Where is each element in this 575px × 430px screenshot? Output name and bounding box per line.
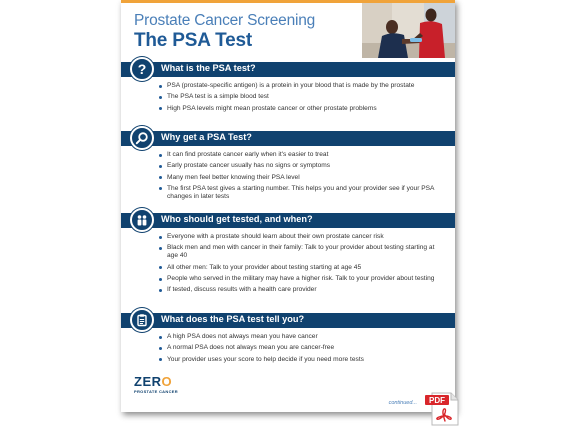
- section-title: Who should get tested, and when?: [161, 214, 313, 224]
- list-item: The PSA test is a simple blood test: [159, 93, 444, 101]
- list-item: High PSA levels might mean prostate cancer or other prostate problems: [159, 105, 444, 113]
- people-icon: [130, 208, 154, 232]
- list-item: Early prostate cancer usually has no signs or symptoms: [159, 162, 444, 170]
- continued-note: continued...: [388, 400, 417, 406]
- list-item: Black men and men with cancer in their family: Talk to your provider about testing starting at age 40: [159, 244, 444, 260]
- section-header-what-is-psa: [121, 62, 455, 77]
- list-item: If tested, discuss results with a health care provider: [159, 286, 444, 294]
- pdf-icon[interactable]: [424, 391, 462, 427]
- photo-illustration: [362, 3, 455, 58]
- list-item: People who served in the military may have a higher risk. Talk to your provider about testing: [159, 275, 444, 283]
- list-item: Everyone with a prostate should learn about their own prostate cancer risk: [159, 233, 444, 241]
- list-item: The first PSA test gives a starting number. This helps you and your provider see if your PSA changes in later tests: [159, 185, 444, 201]
- bullet-list-why-get-psa: [159, 151, 444, 204]
- section-header-why-get-psa: [121, 131, 455, 146]
- zero-logo: [134, 375, 178, 394]
- logo-subtitle: PROSTATE CANCER: [134, 389, 178, 394]
- list-item: Many men feel better knowing their PSA level: [159, 174, 444, 182]
- section-title: What is the PSA test?: [161, 63, 256, 73]
- list-item: A normal PSA does not always mean you are cancer-free: [159, 344, 444, 352]
- logo-wordmark: ZERO: [134, 374, 173, 389]
- list-item: PSA (prostate-specific antigen) is a protein in your blood that is made by the prostate: [159, 82, 444, 90]
- list-item: Your provider uses your score to help decide if you need more tests: [159, 356, 444, 364]
- section-header-who-should-test: [121, 213, 455, 228]
- question-icon: ?: [130, 57, 154, 81]
- section-header-what-psa-tells: [121, 313, 455, 328]
- document-page: [121, 0, 455, 412]
- pdf-label: PDF: [429, 396, 445, 405]
- section-title: Why get a PSA Test?: [161, 132, 252, 142]
- list-item: It can find prostate cancer early when it's easier to treat: [159, 151, 444, 159]
- magnifier-icon: [130, 126, 154, 150]
- document-title-line1: Prostate Cancer Screening: [134, 12, 316, 29]
- header-photo: [362, 3, 455, 58]
- bullet-list-what-psa-tells: [159, 333, 444, 367]
- clipboard-icon: [130, 308, 154, 332]
- list-item: All other men: Talk to your provider about testing starting at age 45: [159, 264, 444, 272]
- section-title: What does the PSA test tell you?: [161, 314, 305, 324]
- document-title-line2: The PSA Test: [134, 30, 252, 51]
- list-item: A high PSA does not always mean you have cancer: [159, 333, 444, 341]
- bullet-list-who-should-test: [159, 233, 444, 298]
- bullet-list-what-is-psa: [159, 82, 444, 116]
